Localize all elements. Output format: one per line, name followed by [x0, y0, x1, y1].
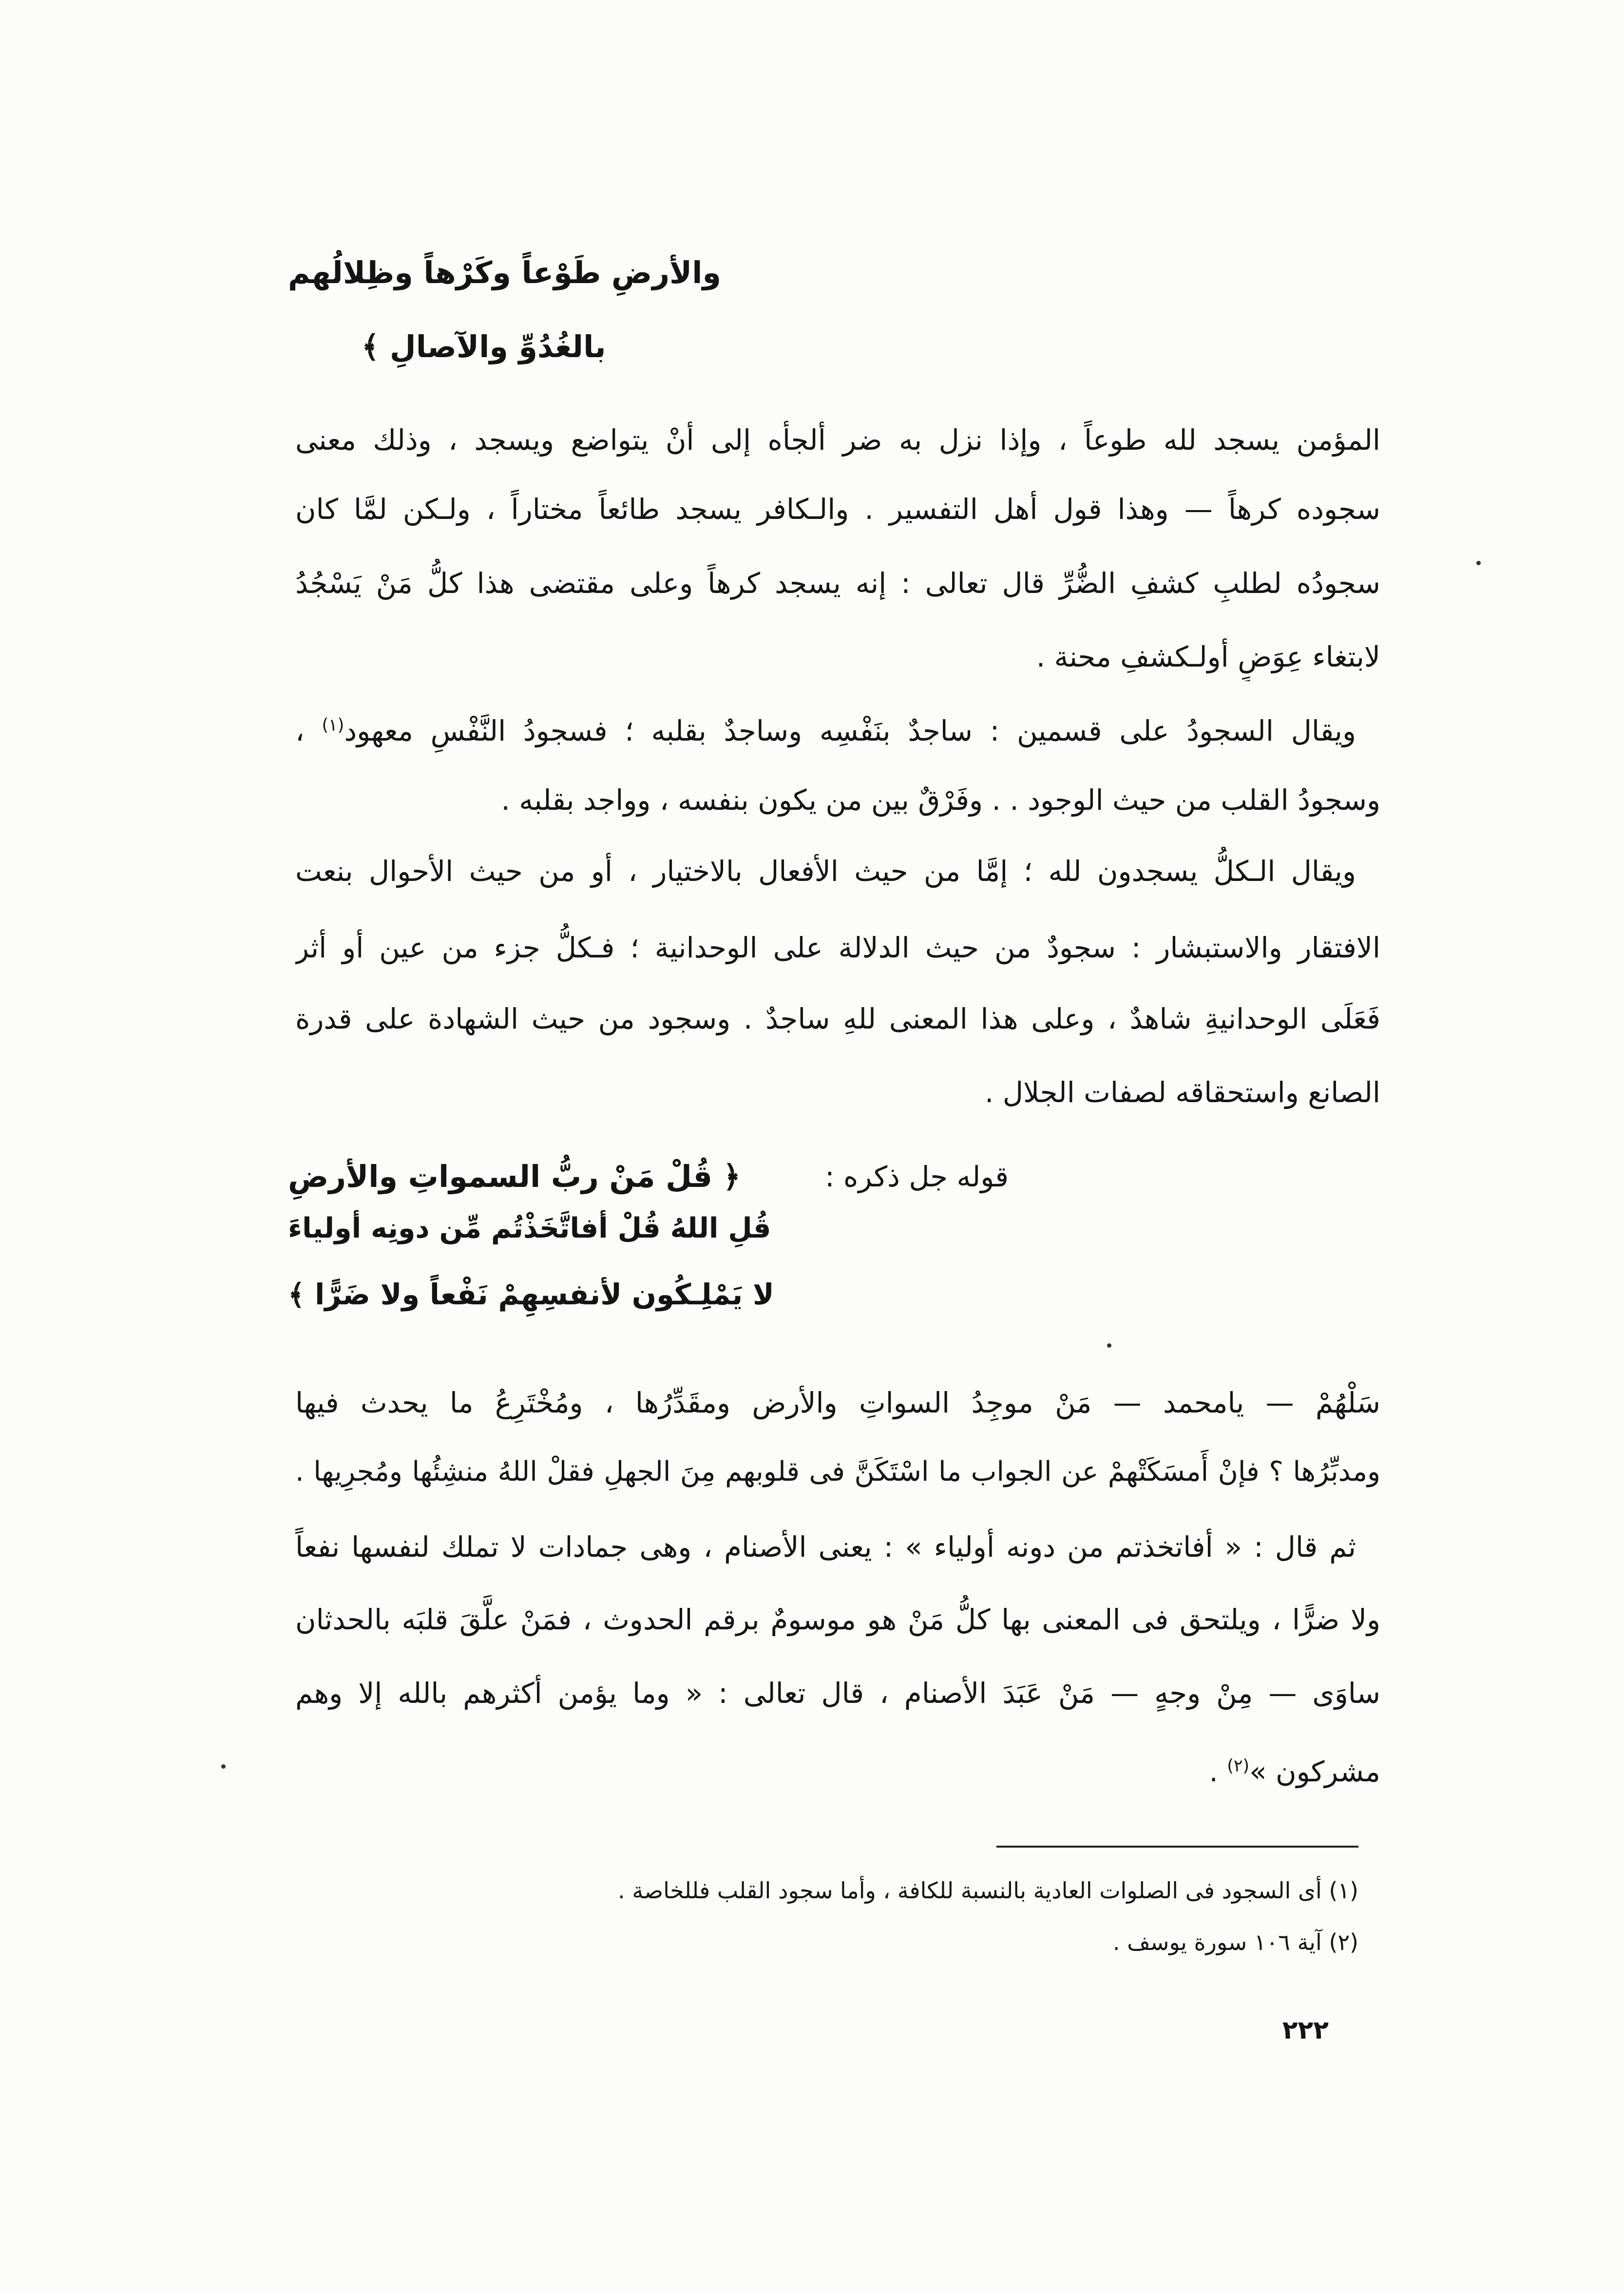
paragraph-2-line-1-text: ويقال السجودُ على قسمين : ساجدٌ بنَفْسِه وساجدٌ بقلبه ؛ فسجودُ النَّفْسِ معهود [344, 714, 1357, 747]
page-number: ٢٢٢ [1282, 2016, 1329, 2045]
paragraph-5-line-2: ولا ضرًّا ، ويلتحق فى المعنى بها كلُّ مَنْ هو موسومٌ برقم الحدوث ، فمَنْ علَّقَ قلبَه بالحدثان [295, 1603, 1380, 1636]
footnote-ref-1: (١) [322, 715, 344, 735]
paragraph-3-line-1: ويقال الـكلُّ يسجدون لله ؛ إمَّا من حيث الأفعال بالاختيار ، أو من حيث الأحوال بنعت [295, 855, 1356, 888]
paragraph-4-line-2: ومدبِّرُها ؟ فإنْ أَمسَكَتْهمْ عن الجواب ما اسْتَكَنَّ فى قلوبهم مِنَ الجهلِ فقلْ اللهُ منشِئُها ومُجرِيها . [295, 1456, 1380, 1488]
verse-heading-intro: قوله جل ذكره : [825, 1160, 1009, 1193]
paragraph-1-line-4: لابتغاء عِوَضٍ أولـكشفِ محنة . [1036, 640, 1380, 673]
paragraph-5-line-4 [295, 1747, 1380, 1796]
paragraph-3-line-2: الافتقار والاستبشار : سجودٌ من حيث الدلالة على الوحدانية ؛ فـكلُّ جزء من عين أو أثر [295, 931, 1380, 964]
footnote-1: (١) أى السجود فى الصلوات العادية بالنسبة للكافة ، وأما سجود القلب فللخاصة . [618, 1877, 1358, 1904]
paragraph-5-line-1: ثم قال : « أفاتخذتم من دونه أولياء » : يعنى الأصنام ، وهى جمادات لا تملك لنفسها نفعاً [295, 1530, 1356, 1564]
paragraph-3-line-3: فَعَلَى الوحدانيةِ شاهدٌ ، وعلى هذا المعنى للهِ ساجدٌ . وسجود من حيث الشهادة على قدرة [295, 1002, 1380, 1035]
paragraph-2-line-1 [295, 706, 1380, 755]
paragraph-3-line-4: الصانع واستحقاقه لصفات الجلال . [985, 1076, 1380, 1109]
paragraph-1-line-3: سجودُه لطلبِ كشفِ الضُّرِّ قال تعالى : إنه يسجد كرهاً وعلى مقتضى هذا كلُّ مَنْ يَسْجُدُ [295, 567, 1380, 600]
paragraph-1-line-2: سجوده كرهاً — وهذا قول أهل التفسير . والـكافر يسجد طائعاً مختاراً ، ولـكن لمَّا كان [295, 493, 1380, 526]
paragraph-5-line-4-tail: . [1209, 1755, 1227, 1788]
footnote-separator [996, 1846, 1358, 1848]
scan-speck [221, 1764, 226, 1769]
paragraph-5-line-3: ساوَى — مِنْ وجهٍ — مَنْ عَبَدَ الأصنام ، قال تعالى : « وما يؤمن أكثرهم بالله إلا وهم [295, 1677, 1380, 1710]
verse-heading-line-3: لا يَمْلِـكُون لأنفسِهِمْ نَفْعاً ولا ضَرًّا ﴾ [288, 1278, 774, 1311]
verse-heading-line-2: قُلِ اللهُ قُلْ أفاتَّخَذْتُم مِّن دونِه أولياءَ [288, 1212, 771, 1244]
footnote-2: (٢) آية ١٠٦ سورة يوسف . [1112, 1929, 1358, 1955]
scan-speck [1476, 561, 1481, 565]
verse-continuation-line-1: والأرضِ طَوْعاً وكَرْهاً وظِلالُهم [288, 255, 721, 290]
scan-speck [1107, 1343, 1111, 1348]
paragraph-2-line-1-tail: ، [295, 714, 322, 747]
paragraph-4-line-1: سَلْهُمْ — يامحمد — مَنْ موجِدُ السواتِ والأرض ومقَدِّرُها ، ومُخْتَرِعُ ما يحدث فيها [295, 1386, 1380, 1419]
paragraph-2-line-2: وسجودُ القلب من حيث الوجود . . وفَرْقٌ بين من يكون بنفسه ، وواجد بقلبه . [501, 783, 1380, 817]
verse-continuation-line-2: بالغُدُوِّ والآصالِ ﴾ [362, 329, 606, 364]
verse-heading-line-1: ﴿ قُلْ مَنْ ربُّ السمواتِ والأرضِ [288, 1159, 741, 1194]
paragraph-1-line-1: المؤمن يسجد لله طوعاً ، وإذا نزل به ضر ألجأه إلى أنْ يتواضع ويسجد ، وذلك معنى [295, 423, 1380, 457]
footnote-ref-2: (٢) [1227, 1756, 1250, 1776]
paragraph-5-line-4-text: مشركون » [1249, 1755, 1380, 1788]
